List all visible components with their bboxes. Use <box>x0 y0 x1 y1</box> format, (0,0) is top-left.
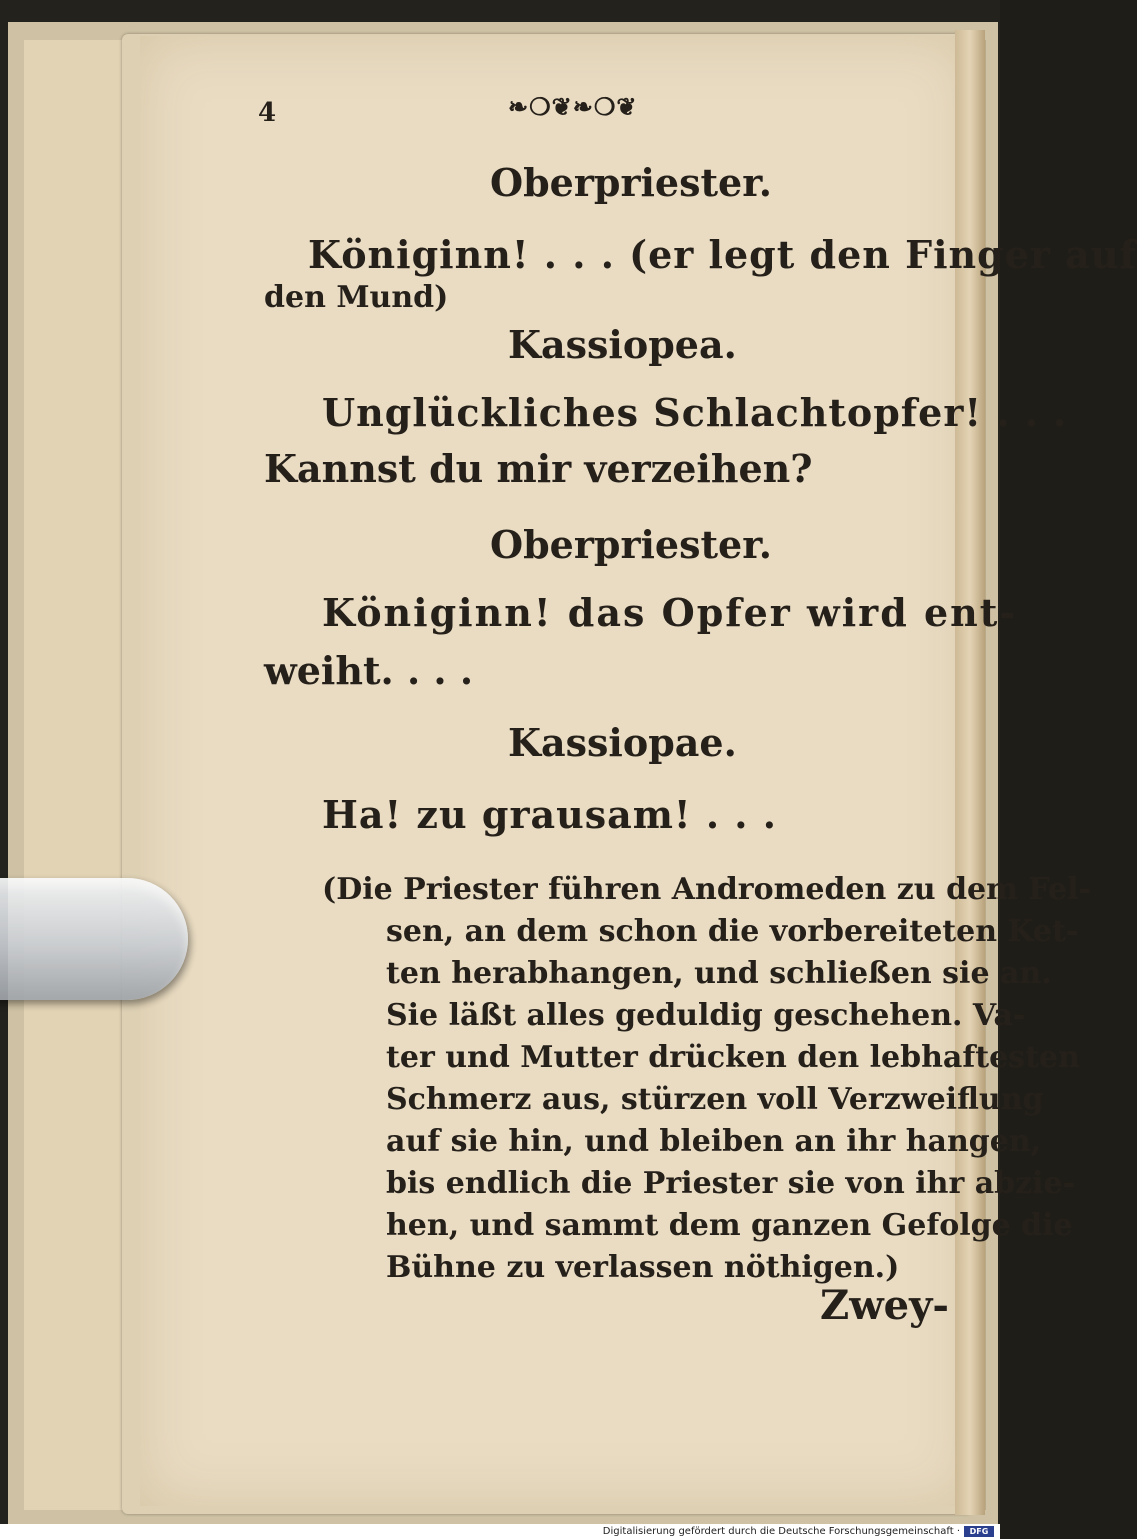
text-line: den Mund) <box>264 280 449 315</box>
text-line: Unglückliches Schlachtopfer! . . . <box>322 390 1068 435</box>
stage-direction-line: auf sie hin, und bleiben an ihr hangen, <box>386 1124 1042 1159</box>
page-number: 4 <box>258 98 277 128</box>
stage-direction-line: hen, und sammt dem ganzen Gefolge die <box>386 1208 1073 1243</box>
footer-bar <box>0 1524 1000 1539</box>
stage-direction-line: (Die Priester führen Andromeden zu dem Fel- <box>322 872 1091 907</box>
stage-direction-line: sen, an dem schon die vorbereiteten Ket- <box>386 914 1079 949</box>
footer-credit: Digitalisierung gefördert durch die Deutsche Forschungsgemeinschaft · <box>602 1526 960 1537</box>
stage-direction-line: ten herabhangen, und schließen sie an. <box>386 956 1052 991</box>
stage-direction-line: bis endlich die Priester sie von ihr abzie- <box>386 1166 1076 1201</box>
speaker-heading: Oberpriester. <box>490 522 772 567</box>
text-line: Kannst du mir verzeihen? <box>264 446 813 491</box>
catchword: Zwey- <box>820 1282 949 1329</box>
header-ornament: ❧❍❦❧❍❦ <box>508 92 638 121</box>
stage-direction-line: Bühne zu verlassen nöthigen.) <box>386 1250 900 1285</box>
stage-direction-line: ter und Mutter drücken den lebhaftesten <box>386 1040 1080 1075</box>
text-line: Königinn! . . . (er legt den Finger auf <box>308 232 1137 277</box>
speaker-heading: Kassiopea. <box>508 322 737 367</box>
stage-direction-line: Schmerz aus, stürzen voll Verzweiflung <box>386 1082 1044 1117</box>
text-line: weiht. . . . <box>264 648 474 693</box>
text-line: Königinn! das Opfer wird ent- <box>322 590 1018 635</box>
stage-direction-line: Sie läßt alles geduldig geschehen. Va- <box>386 998 1026 1033</box>
text-line: Ha! zu grausam! . . . <box>322 792 777 837</box>
page-clip <box>0 878 188 1000</box>
speaker-heading: Oberpriester. <box>490 160 772 205</box>
dfg-logo: DFG <box>964 1526 994 1537</box>
speaker-heading: Kassiopae. <box>508 720 737 765</box>
